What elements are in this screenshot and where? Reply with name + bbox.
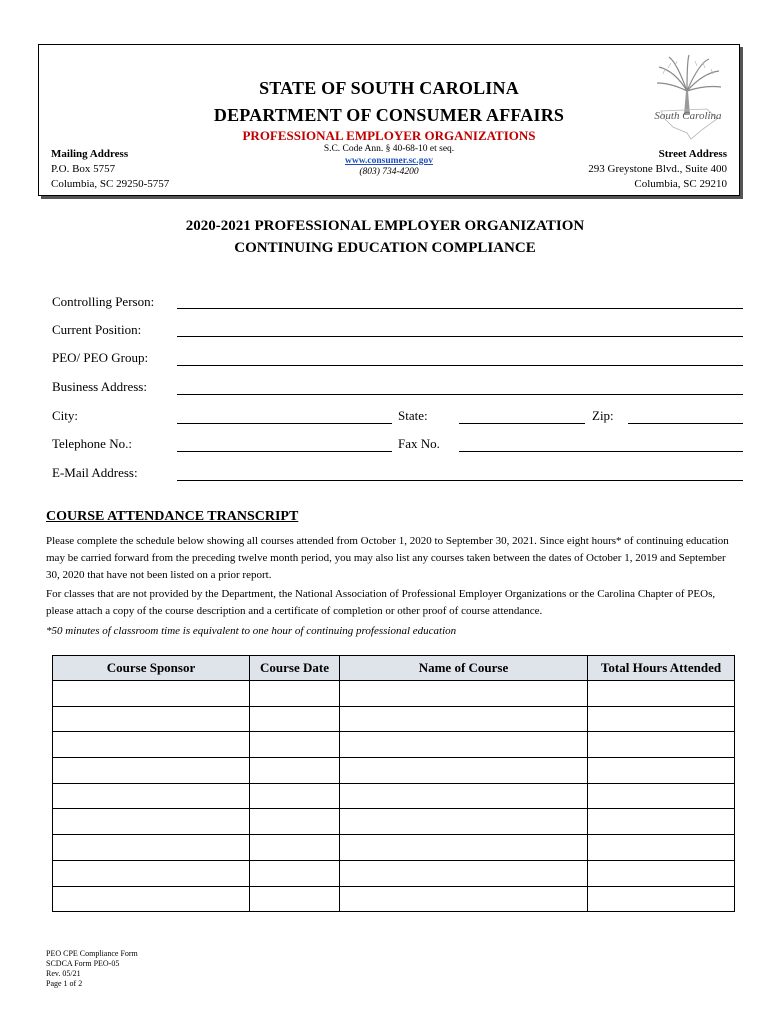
col-total-hours: Total Hours Attended bbox=[588, 656, 735, 681]
cell-course-date[interactable] bbox=[250, 809, 340, 835]
cell-course-date[interactable] bbox=[250, 860, 340, 886]
agency-state-title: STATE OF SOUTH CAROLINA bbox=[259, 78, 519, 98]
phone-number: (803) 734-4200 bbox=[359, 167, 419, 177]
street-address bbox=[588, 147, 727, 192]
city-label: City: bbox=[52, 408, 79, 423]
zip-label: Zip: bbox=[592, 408, 614, 423]
controlling-person-field[interactable] bbox=[177, 308, 743, 309]
peo-group-field[interactable] bbox=[177, 365, 743, 366]
cell-course-date[interactable] bbox=[250, 758, 340, 784]
cell-name-of-course[interactable] bbox=[340, 809, 588, 835]
table-header-row bbox=[53, 656, 735, 681]
table-row bbox=[53, 732, 735, 758]
cell-name-of-course[interactable] bbox=[340, 732, 588, 758]
table-row bbox=[53, 835, 735, 861]
cell-total-hours[interactable] bbox=[588, 809, 735, 835]
cell-course-sponsor[interactable] bbox=[53, 835, 250, 861]
table-row bbox=[53, 809, 735, 835]
cell-total-hours[interactable] bbox=[588, 835, 735, 861]
mailing-address bbox=[51, 147, 169, 192]
cell-name-of-course[interactable] bbox=[340, 860, 588, 886]
state-label: State: bbox=[398, 408, 428, 423]
cell-name-of-course[interactable] bbox=[340, 886, 588, 912]
cell-course-sponsor[interactable] bbox=[53, 681, 250, 707]
mailing-address-heading: Mailing Address bbox=[51, 148, 129, 160]
transcript-heading: COURSE ATTENDANCE TRANSCRIPT bbox=[46, 509, 299, 524]
agency-department-title: DEPARTMENT OF CONSUMER AFFAIRS bbox=[213, 105, 565, 125]
cell-total-hours[interactable] bbox=[588, 732, 735, 758]
classroom-time-note: *50 minutes of classroom time is equivalent to one hour of continuing professional education bbox=[46, 625, 457, 637]
peo-group-label: PEO/ PEO Group: bbox=[52, 350, 149, 365]
cell-name-of-course[interactable] bbox=[340, 758, 588, 784]
cell-course-sponsor[interactable] bbox=[53, 783, 250, 809]
col-name-of-course: Name of Course bbox=[340, 656, 588, 681]
cell-course-sponsor[interactable] bbox=[53, 886, 250, 912]
cell-course-sponsor[interactable] bbox=[53, 860, 250, 886]
cell-name-of-course[interactable] bbox=[340, 835, 588, 861]
email-label: E-Mail Address: bbox=[52, 465, 138, 480]
telephone-field[interactable] bbox=[177, 451, 392, 452]
cell-course-date[interactable] bbox=[250, 835, 340, 861]
cell-name-of-course[interactable] bbox=[340, 706, 588, 732]
form-title-line2: CONTINUING EDUCATION COMPLIANCE bbox=[234, 240, 536, 256]
controlling-person-label: Controlling Person: bbox=[52, 294, 155, 309]
transcript-attachment-note: For classes that are not provided by the Department, the National Association of Professional Employer Organizations or the Carolina Chapter of PEOs, please attach a copy of the course description and a certificate of completion or other proof of course attendance. bbox=[46, 588, 716, 617]
agency-division: PROFESSIONAL EMPLOYER ORGANIZATIONS bbox=[242, 128, 536, 143]
cell-total-hours[interactable] bbox=[588, 886, 735, 912]
table-row bbox=[53, 758, 735, 784]
website-link[interactable]: www.consumer.sc.gov bbox=[344, 156, 434, 166]
transcript-instructions: Please complete the schedule below showing all courses attended from October 1, 2020 to September 30, 2021. Since eight hours* of continuing education may be carried forward from the preceding twelve month period, you may also list any courses taken between the dates of October 1, 2019 and September 30, 2020 that have not been listed on a prior report. bbox=[46, 535, 729, 581]
footer-form-number: SCDCA Form PEO-05 bbox=[46, 959, 120, 968]
cell-total-hours[interactable] bbox=[588, 860, 735, 886]
zip-field[interactable] bbox=[628, 423, 743, 424]
current-position-label: Current Position: bbox=[52, 322, 142, 337]
cell-total-hours[interactable] bbox=[588, 783, 735, 809]
business-address-field[interactable] bbox=[177, 394, 743, 395]
table-row bbox=[53, 681, 735, 707]
table-row bbox=[53, 706, 735, 732]
logo-wordmark: South Carolina bbox=[654, 110, 722, 122]
cell-name-of-course[interactable] bbox=[340, 681, 588, 707]
mailing-address-line1: P.O. Box 5757 bbox=[51, 163, 116, 175]
footer-page-number: Page 1 of 2 bbox=[46, 979, 83, 988]
current-position-field[interactable] bbox=[177, 336, 743, 337]
cell-course-date[interactable] bbox=[250, 681, 340, 707]
code-citation: S.C. Code Ann. § 40-68-10 et seq. bbox=[323, 144, 455, 154]
header-box bbox=[38, 44, 740, 196]
form-footer bbox=[46, 949, 138, 989]
state-field[interactable] bbox=[459, 423, 585, 424]
south-carolina-logo bbox=[647, 53, 729, 143]
street-address-heading: Street Address bbox=[658, 148, 727, 160]
telephone-label: Telephone No.: bbox=[52, 436, 132, 451]
fax-field[interactable] bbox=[459, 451, 743, 452]
cell-course-date[interactable] bbox=[250, 706, 340, 732]
cell-course-sponsor[interactable] bbox=[53, 809, 250, 835]
street-address-line2: Columbia, SC 29210 bbox=[634, 178, 727, 190]
cell-course-sponsor[interactable] bbox=[53, 732, 250, 758]
cell-name-of-course[interactable] bbox=[340, 783, 588, 809]
cell-course-date[interactable] bbox=[250, 783, 340, 809]
city-field[interactable] bbox=[177, 423, 392, 424]
col-course-sponsor: Course Sponsor bbox=[53, 656, 250, 681]
course-table bbox=[52, 655, 735, 912]
cell-course-sponsor[interactable] bbox=[53, 706, 250, 732]
cell-course-date[interactable] bbox=[250, 886, 340, 912]
cell-total-hours[interactable] bbox=[588, 758, 735, 784]
table-row bbox=[53, 783, 735, 809]
table-row bbox=[53, 886, 735, 912]
cell-course-sponsor[interactable] bbox=[53, 758, 250, 784]
street-address-line1: 293 Greystone Blvd., Suite 400 bbox=[588, 163, 727, 175]
business-address-label: Business Address: bbox=[52, 379, 147, 394]
table-row bbox=[53, 860, 735, 886]
cell-total-hours[interactable] bbox=[588, 681, 735, 707]
fax-label: Fax No. bbox=[398, 436, 440, 451]
footer-revision: Rev. 05/21 bbox=[46, 969, 81, 978]
col-course-date: Course Date bbox=[250, 656, 340, 681]
cell-total-hours[interactable] bbox=[588, 706, 735, 732]
email-field[interactable] bbox=[177, 480, 743, 481]
form-title-line1: 2020-2021 PROFESSIONAL EMPLOYER ORGANIZATION bbox=[185, 218, 585, 234]
mailing-address-line2: Columbia, SC 29250-5757 bbox=[51, 178, 170, 190]
cell-course-date[interactable] bbox=[250, 732, 340, 758]
footer-form-name: PEO CPE Compliance Form bbox=[46, 949, 138, 958]
